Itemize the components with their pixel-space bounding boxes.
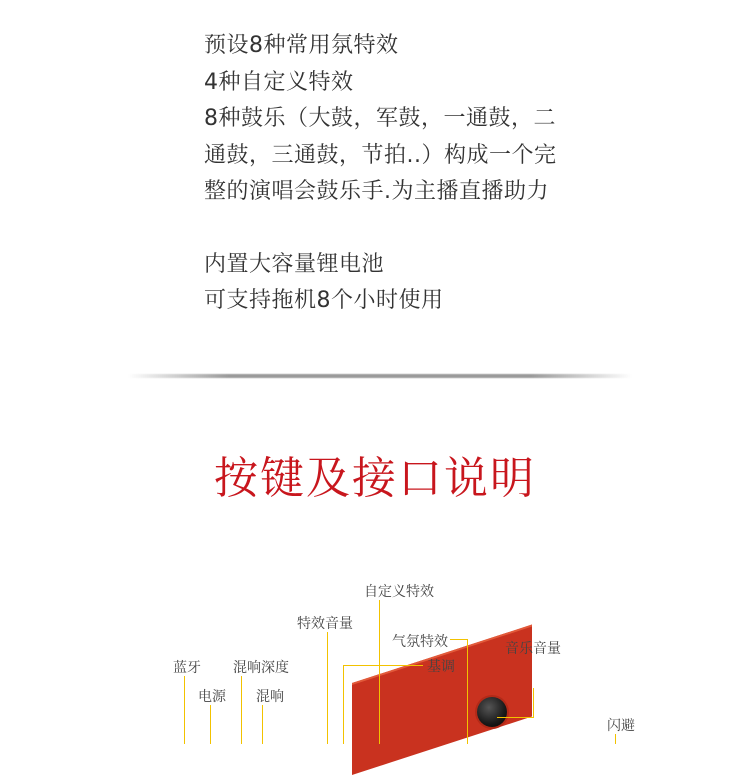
label-power: 电源 xyxy=(198,689,226,705)
leader-line xyxy=(241,676,242,744)
label-key: 基调 xyxy=(427,659,455,675)
leader-line xyxy=(184,676,185,744)
leader-line xyxy=(262,705,263,744)
leader-line xyxy=(343,665,344,744)
label-ambience-effects: 气氛特效 xyxy=(392,634,448,650)
feature-description xyxy=(204,28,604,320)
leader-line xyxy=(450,639,468,640)
leader-line xyxy=(343,665,423,666)
label-music-volume: 音乐音量 xyxy=(505,641,561,657)
leader-line xyxy=(467,639,468,744)
volume-knob-icon xyxy=(477,697,507,727)
label-reverb: 混响 xyxy=(256,689,284,705)
feature-line: 可支持拖机8个小时使用 xyxy=(204,288,444,313)
feature-line: 内置大容量锂电池 xyxy=(204,251,385,277)
label-effect-volume: 特效音量 xyxy=(297,616,353,632)
section-title: 按键及接口说明 xyxy=(214,453,536,504)
feature-line: 预设8种常用氛特效 xyxy=(204,33,399,58)
leader-line xyxy=(533,688,534,718)
label-bluetooth: 蓝牙 xyxy=(173,660,201,676)
feature-line: 8种鼓乐（大鼓，军鼓，一通鼓，二 xyxy=(204,106,556,131)
leader-line xyxy=(615,734,616,744)
feature-line: 4种自定义特效 xyxy=(204,69,354,95)
spacer xyxy=(204,211,604,247)
leader-line xyxy=(497,717,533,718)
leader-line xyxy=(210,705,211,744)
leader-line xyxy=(379,600,380,744)
label-reverb-depth: 混响深度 xyxy=(233,660,289,676)
label-custom-effects: 自定义特效 xyxy=(364,584,434,600)
label-dodge: 闪避 xyxy=(607,718,635,734)
leader-line xyxy=(327,632,328,744)
section-divider xyxy=(128,374,632,378)
feature-line: 整的演唱会鼓乐手.为主播直播助力 xyxy=(204,179,549,204)
feature-line: 通鼓，三通鼓，节拍..）构成一个完 xyxy=(204,142,557,168)
